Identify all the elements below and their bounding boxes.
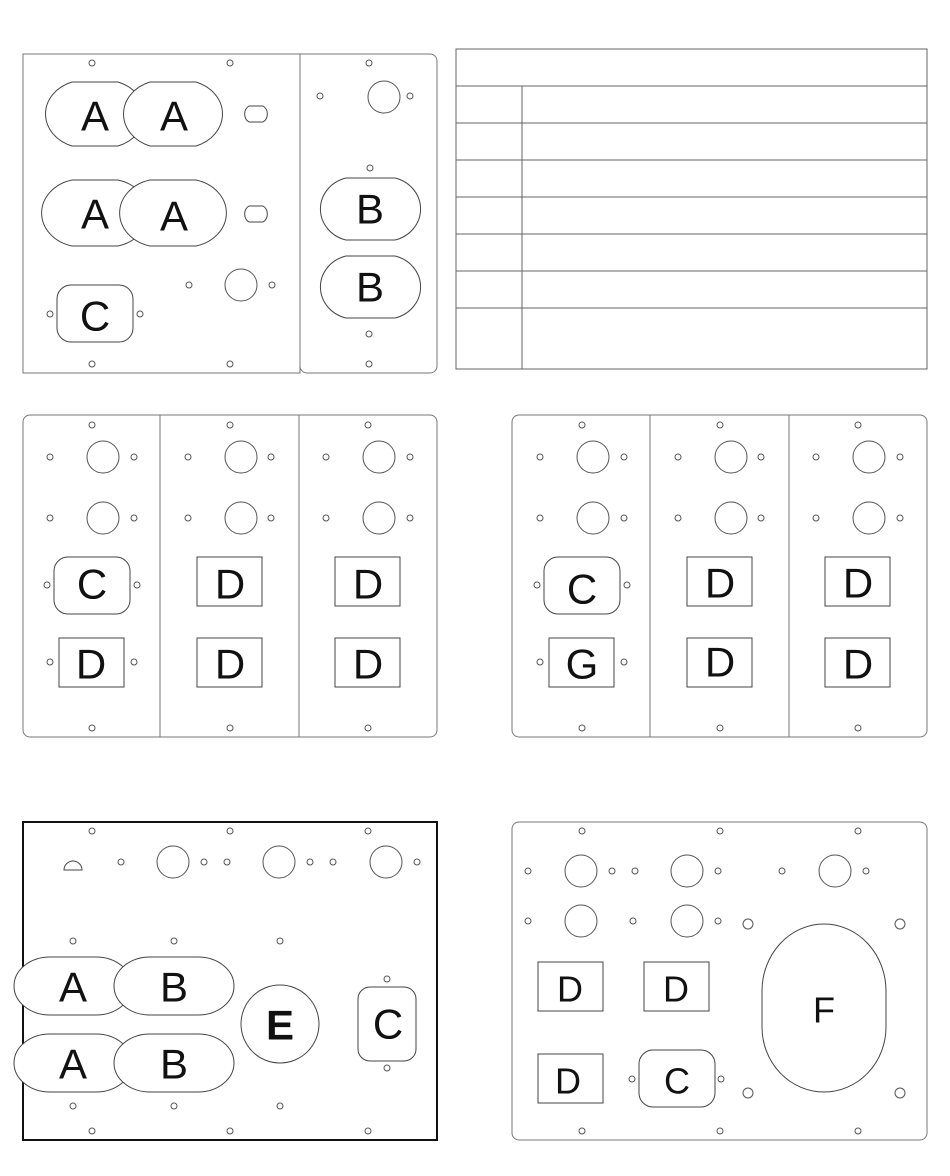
cutout-label-a: A (58, 1040, 88, 1088)
cutout-label-d: D (214, 640, 246, 688)
cutout-label-e: E (265, 1001, 295, 1049)
panel-4-strip-group (512, 415, 927, 737)
cutout-label-a: A (159, 92, 189, 140)
cutout-label-d: D (704, 559, 736, 607)
panel-2-outlet-plate (300, 54, 437, 373)
panel-1-outlet-plate (23, 54, 300, 373)
cutout-label-f: F (813, 989, 835, 1031)
cutout-label-c: C (79, 292, 111, 340)
cutout-label-d: D (704, 638, 736, 686)
cutout-label-c: C (372, 1000, 404, 1048)
cutout-label-d: D (842, 559, 874, 607)
cutout-label-b: B (355, 263, 385, 311)
legend-table (456, 49, 927, 369)
cutout-label-d: D (214, 560, 246, 608)
cutout-label-d: D (555, 1060, 581, 1102)
panel-6-large-plate (512, 822, 927, 1140)
cutout-label-d: D (352, 560, 384, 608)
cutout-label-b: B (159, 963, 189, 1011)
cutout-label-c: C (76, 560, 108, 608)
cutout-label-a: A (80, 190, 110, 238)
cutout-label-b: B (159, 1040, 189, 1088)
cutout-label-c: C (664, 1060, 690, 1102)
cutout-label-d: D (663, 968, 689, 1010)
cutout-label-a: A (58, 963, 88, 1011)
cutout-label-c: C (566, 565, 598, 613)
panel-5-large-plate (14, 822, 437, 1140)
cutout-label-d: D (557, 968, 583, 1010)
cutout-label-d: D (75, 640, 107, 688)
cutout-label-a: A (159, 192, 189, 240)
cutout-label-d: D (352, 640, 384, 688)
cutout-label-g: G (565, 640, 599, 688)
cutout-label-b: B (355, 185, 385, 233)
cutout-label-d: D (842, 640, 874, 688)
cutout-label-a: A (80, 92, 110, 140)
panel-3-strip-group (23, 415, 437, 737)
